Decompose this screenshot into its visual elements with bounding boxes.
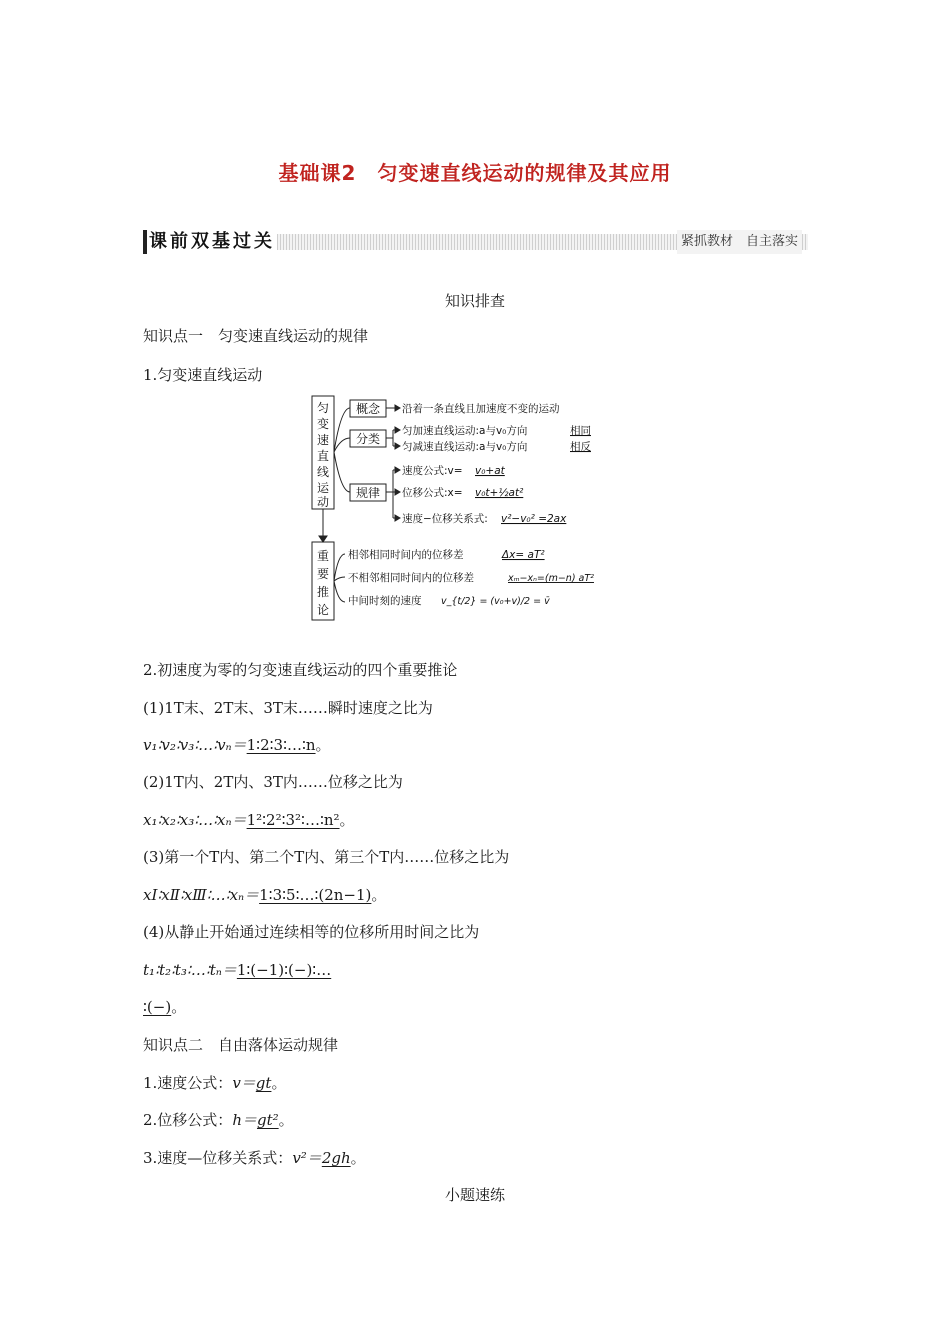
section-heading-knowledge: 知识排查: [444, 292, 505, 310]
class1-answer: 相同: [570, 425, 591, 437]
p2-answer: 1²∶2²∶3²∶…∶n²: [246, 811, 340, 829]
p3-text: (3)第一个T内、第二个T内、第三个T内……位移之比为: [143, 848, 510, 866]
f3-answer: 2gh: [321, 1149, 351, 1167]
p3-answer: 1∶3∶5∶…∶(2n−1): [259, 886, 372, 904]
p2-text: (2)1T内、2T内、3T内……位移之比为: [143, 773, 403, 791]
root-char: 匀: [316, 401, 330, 415]
item2-heading: 2.初速度为零的匀变速直线运动的四个重要推论: [143, 661, 458, 679]
page-title: 基础课2 匀变速直线运动的规律及其应用: [278, 161, 672, 185]
concept-diagram: [305, 392, 615, 624]
law1-answer: v₀+at: [475, 465, 505, 477]
f2-var: h＝: [232, 1111, 257, 1129]
p2-formula-line: [143, 810, 355, 830]
p4-continuation: [143, 997, 186, 1017]
f1-var: v＝: [232, 1074, 256, 1092]
p4-formula: t₁∶t₂∶t₃∶…∶tₙ＝: [143, 961, 237, 979]
root2-char: 论: [316, 603, 330, 617]
inference2-text: 不相邻相同时间内的位移差: [348, 572, 474, 584]
law2-answer: v₀t+½at²: [475, 487, 524, 499]
kp2-heading: 知识点二 自由落体运动规律: [143, 1036, 339, 1054]
f2-line: [143, 1110, 294, 1130]
root-char: 直: [316, 449, 330, 463]
inference2-answer: xₘ−xₙ=(m−n) aT²: [508, 573, 594, 584]
f2-label: 2.位移公式：: [143, 1111, 233, 1129]
law3-answer: v²−v₀² =2ax: [501, 513, 567, 525]
punct: 。: [371, 886, 387, 904]
p4-cont-answer: ∶(−): [143, 998, 172, 1016]
banner-left-label: 课前双基过关: [149, 231, 275, 252]
punct: 。: [278, 1111, 294, 1129]
f1-label: 1.速度公式：: [143, 1074, 233, 1092]
banner-right-label: 紧抓教材 自主落实: [677, 230, 802, 254]
p4-answer: 1∶(−1)∶(−)∶…: [236, 961, 332, 979]
law1-text: 速度公式:v=: [402, 465, 463, 477]
law3-text: 速度−位移关系式:: [402, 513, 488, 525]
f3-label: 3.速度—位移关系式：: [143, 1149, 293, 1167]
box-class: 分类: [355, 432, 381, 446]
f2-answer: gt²: [256, 1111, 279, 1129]
p2-formula: x₁∶x₂∶x₃∶…∶xₙ＝: [143, 811, 247, 829]
p3-formula-line: [143, 885, 386, 905]
p1-formula: v₁∶v₂∶v₃∶…∶vₙ＝: [143, 736, 247, 754]
f1-answer: gt: [255, 1074, 272, 1092]
root-char: 线: [316, 465, 330, 479]
punct: 。: [315, 736, 331, 754]
class2-text: 匀减速直线运动:a与v₀方向: [402, 441, 528, 453]
class1-text: 匀加速直线运动:a与v₀方向: [402, 425, 528, 437]
punct: 。: [339, 811, 355, 829]
law2-text: 位移公式:x=: [402, 487, 463, 499]
punct: 。: [350, 1149, 366, 1167]
section-banner: [143, 230, 808, 254]
root-char: 运: [316, 481, 330, 495]
root2-char: 推: [316, 585, 330, 599]
box-concept: 概念: [355, 402, 381, 416]
f3-var: v²＝: [292, 1149, 322, 1167]
punct: 。: [171, 998, 187, 1016]
p1-text: (1)1T末、2T末、3T末……瞬时速度之比为: [143, 699, 433, 717]
concept-text: 沿着一条直线且加速度不变的运动: [402, 403, 560, 415]
p3-formula: xⅠ∶xⅡ∶xⅢ∶…∶xₙ＝: [143, 886, 260, 904]
root2-char: 重: [316, 549, 330, 563]
f3-line: [143, 1148, 366, 1168]
kp1-heading: 知识点一 匀变速直线运动的规律: [143, 327, 369, 345]
root-char: 动: [316, 495, 330, 509]
box-law: 规律: [355, 486, 381, 500]
root-char: 变: [316, 417, 330, 431]
f1-line: [143, 1073, 286, 1093]
root-char: 速: [316, 433, 330, 447]
inference1-answer: Δx= aT²: [502, 549, 545, 561]
inference3-answer: v_{t/2} = (v₀+v)/2 = v̄: [441, 596, 550, 607]
inference1-text: 相邻相同时间内的位移差: [348, 549, 464, 561]
punct: 。: [271, 1074, 287, 1092]
p1-formula-line: [143, 735, 331, 755]
p4-text: (4)从静止开始通过连续相等的位移所用时间之比为: [143, 923, 480, 941]
inference3-text: 中间时刻的速度: [348, 595, 422, 607]
section-heading-practice: 小题速练: [444, 1186, 505, 1204]
root2-char: 要: [316, 567, 330, 581]
p1-answer: 1∶2∶3∶…∶n: [246, 736, 316, 754]
class2-answer: 相反: [570, 441, 591, 453]
p4-formula-line: [143, 960, 331, 980]
item1-heading: 1.匀变速直线运动: [143, 366, 263, 384]
